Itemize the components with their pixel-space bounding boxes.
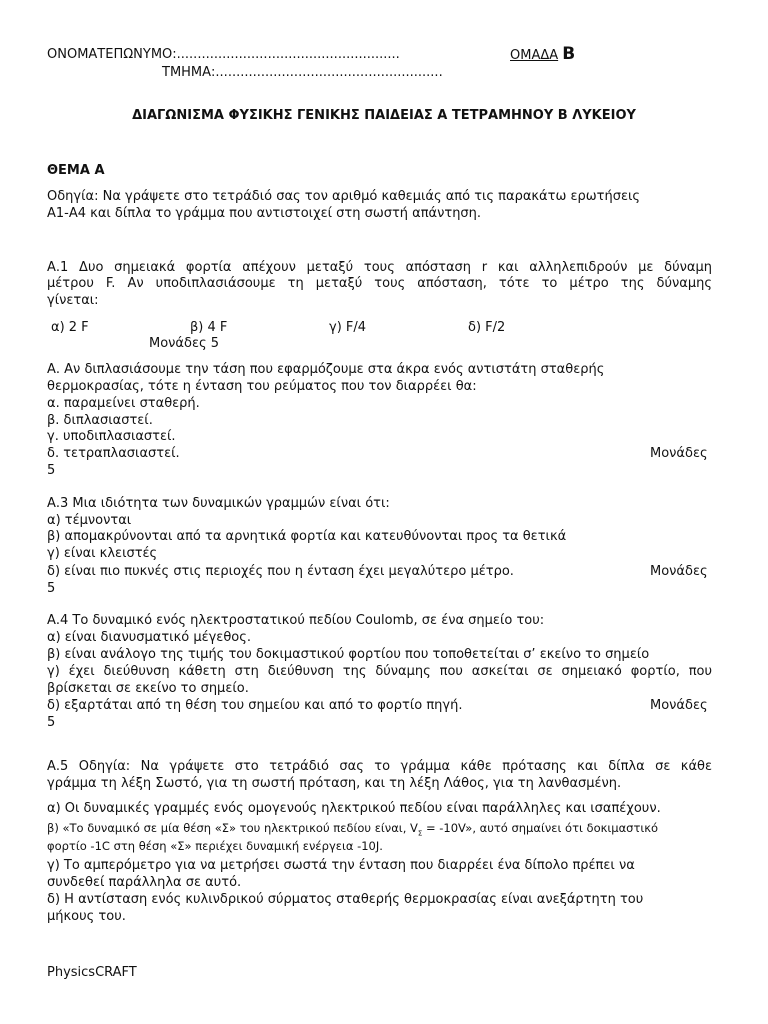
- q5-b-pre: β) «Το δυναμικό σε μία θέση «Σ» του ηλεκτρικού πεδίου είναι, V: [47, 821, 418, 835]
- page-title: ΔΙΑΓΩΝΙΣΜΑ ΦΥΣΙΚΗΣ ΓΕΝΙΚΗΣ ΠΑΙΔΕΙΑΣ Α ΤΕΤΡΑΜΗΝΟΥ Β ΛΥΚΕΙΟΥ: [132, 108, 636, 123]
- q4-marks-value: 5: [47, 715, 56, 730]
- q3-option-d: δ) είναι πιο πυκνές στις περιοχές που η ένταση έχει μεγαλύτερο μέτρο.: [47, 564, 514, 579]
- q1-text-2: μέτρου F. Αν υποδιπλασιάσουμε τη μεταξύ τους απόσταση, τότε το μέτρο της δύναμης: [47, 276, 712, 291]
- group-value: Β: [562, 44, 576, 64]
- q5-statement-c-line-1: γ) Το αμπερόμετρο για να μετρήσει σωστά την ένταση που διαρρέει ένα δίπολο πρέπει να: [47, 858, 635, 873]
- q3-option-b: β) απομακρύνονται από τα αρνητικά φορτία και κατευθύνονται προς τα θετικά: [47, 529, 567, 544]
- q2-option-c: γ. υποδιπλασιαστεί.: [47, 429, 176, 444]
- q4-text-1: Α.4 Το δυναμικό ενός ηλεκτροστατικού πεδίου Coulomb, σε ένα σημείο του:: [47, 613, 545, 628]
- q4-option-c: γ) έχει διεύθυνση κάθετη στη διεύθυνση της δύναμης που ασκείται σε σημειακό φορτίο, που: [47, 664, 712, 679]
- q4-option-c-cont: βρίσκεται σε εκείνο το σημείο.: [47, 681, 249, 696]
- q1-option-a: α) 2 F: [51, 320, 89, 335]
- q5-statement-a: α) Οι δυναμικές γραμμές ενός ομογενούς ηλεκτρικού πεδίου είναι παράλληλες και ισαπέχουν.: [47, 801, 661, 816]
- q1-text-3: γίνεται:: [47, 293, 99, 308]
- q3-marks-label: Μονάδες: [650, 564, 708, 579]
- q5-statement-d-line-2: μήκους του.: [47, 909, 126, 924]
- q2-text-2: θερμοκρασίας, τότε η ένταση του ρεύματος που τον διαρρέει θα:: [47, 379, 477, 394]
- q1-option-b: β) 4 F: [190, 320, 228, 335]
- group-label: ΟΜΑΔΑ: [510, 48, 559, 63]
- q5-b-post: = -10V», αυτό σημαίνει ότι δοκιμαστικό: [422, 821, 659, 835]
- q3-marks-value: 5: [47, 581, 56, 596]
- footer-brand: PhysicsCRAFT: [47, 965, 137, 980]
- q4-marks-label: Μονάδες: [650, 698, 708, 713]
- q2-text-1: Α. Αν διπλασιάσουμε την τάση που εφαρμόζουμε στα άκρα ενός αντιστάτη σταθερής: [47, 362, 605, 377]
- q1-marks: Μονάδες 5: [149, 336, 220, 351]
- q2-marks-label: Μονάδες: [650, 446, 708, 461]
- q4-option-d: δ) εξαρτάται από τη θέση του σημείου και από το φορτίο πηγή.: [47, 698, 463, 713]
- q2-option-b: β. διπλασιαστεί.: [47, 413, 153, 428]
- q5-statement-d-line-1: δ) Η αντίσταση ενός κυλινδρικού σύρματος σταθερής θερμοκρασίας είναι ανεξάρτητη του: [47, 892, 644, 907]
- q4-option-a: α) είναι διανυσματικό μέγεθος.: [47, 630, 252, 645]
- q5-b-subscript: Σ: [417, 829, 423, 838]
- instruction-line-2: Α1-Α4 και δίπλα το γράμμα που αντιστοιχεί στη σωστή απάντηση.: [47, 206, 482, 221]
- class-field: ΤΜΗΜΑ:.......................................................: [162, 65, 443, 80]
- q1-text-1: Α.1 Δυο σημειακά φορτία απέχουν μεταξύ τους απόσταση r και αλληλεπιδρούν με δύναμη: [47, 260, 712, 275]
- q3-text-1: Α.3 Μια ιδιότητα των δυναμικών γραμμών είναι ότι:: [47, 496, 390, 511]
- q4-option-b: β) είναι ανάλογο της τιμής του δοκιμαστικού φορτίου που τοποθετείται σ’ εκείνο το σημείο: [47, 647, 650, 662]
- q2-option-d: δ. τετραπλασιαστεί.: [47, 446, 180, 461]
- q1-option-c: γ) F/4: [329, 320, 367, 335]
- q1-option-d: δ) F/2: [468, 320, 506, 335]
- q5-text-2: γράμμα τη λέξη Σωστό, για τη σωστή πρόταση, και τη λέξη Λάθος, για τη λανθασμένη.: [47, 776, 622, 791]
- q5-text-1: Α.5 Οδηγία: Να γράψετε στο τετράδιό σας το γράμμα κάθε πρότασης και δίπλα σε κάθε: [47, 759, 712, 774]
- section-heading: ΘΕΜΑ Α: [47, 163, 105, 178]
- q2-marks-value: 5: [47, 463, 56, 478]
- instruction-line-1: Οδηγία: Να γράψετε στο τετράδιό σας τον αριθμό καθεμιάς από τις παρακάτω ερωτήσεις: [47, 189, 640, 204]
- group-field: [510, 46, 575, 64]
- q5-statement-b-line-2: φορτίο -1C στη θέση «Σ» περιέχει δυναμική ενέργεια -10J.: [47, 839, 383, 853]
- q2-option-a: α. παραμείνει σταθερή.: [47, 396, 200, 411]
- q3-option-c: γ) είναι κλειστές: [47, 546, 158, 561]
- q5-statement-c-line-2: συνδεθεί παράλληλα σε αυτό.: [47, 875, 242, 890]
- q3-option-a: α) τέμνονται: [47, 513, 132, 528]
- name-field: ΟΝΟΜΑΤΕΠΩΝΥΜΟ:......................................................: [47, 47, 400, 62]
